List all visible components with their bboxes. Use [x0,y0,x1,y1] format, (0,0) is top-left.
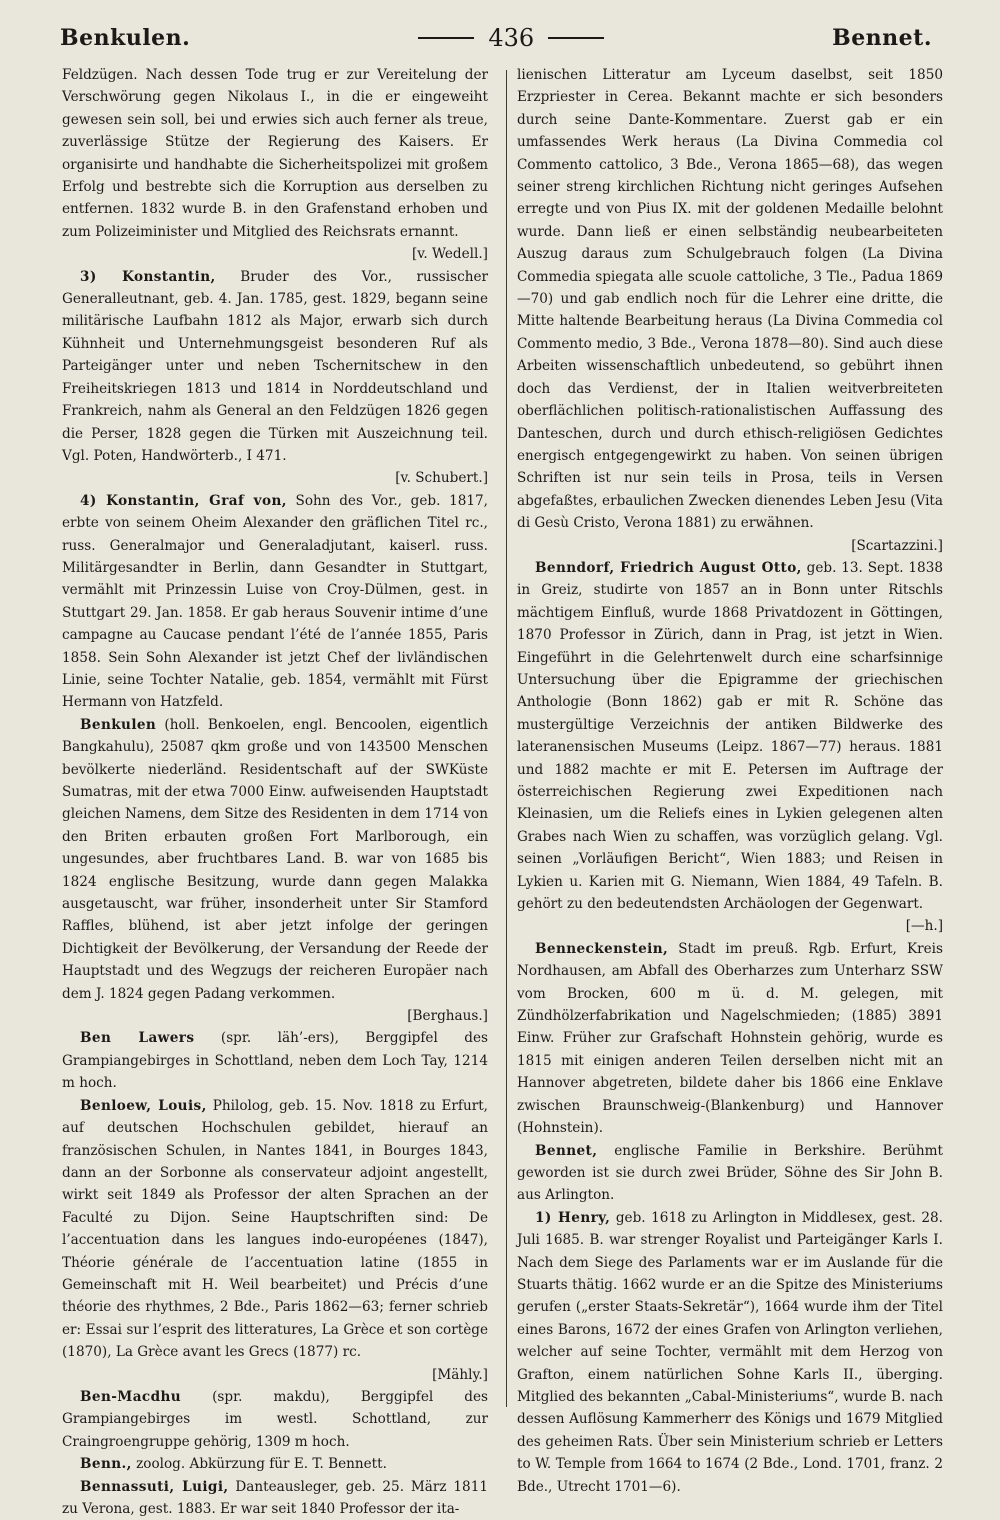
article-entry [62,266,488,468]
article-headword: Ben-Macdhu [80,1388,182,1405]
article-text: Stadt im preuß. Rgb. Erfurt, Kreis Nordhausen, am Abfall des Oberharzes zum Unterharz SSW vom Brocken, 600 m ü. d. M. gelegen, mit Zündhölzerfabrikation und Nagelschmieden; (1885) 3891 Einw. Früher zur Grafschaft Hohnstein gehörig, wurde es 1815 mit einigen anderen Teilen derselben nicht mit an Hannover abgetreten, bildete daher bis 1866 eine Enklave zwischen Braunschweig-(Blankenburg) und Hannover (Hohnstein). [517,940,943,1137]
article-entry [517,1207,943,1498]
article-entry [517,1140,943,1207]
author-signature: [—h.] [905,918,943,935]
article-entry [62,1453,488,1475]
article-headword: Benkulen [80,716,157,733]
author-signature: [v. Wedell.] [412,246,488,263]
author-signature: [Scartazzini.] [851,537,943,554]
article-headword: Bennet, [535,1142,598,1159]
page-number-rule-right [548,37,604,39]
column-divider [506,70,507,1407]
article-text: Danteausleger, geb. 25. März 1811 zu Verona, gest. 1883. Er war seit 1840 Professor der ita- [62,1478,488,1517]
article-text: geb. 1618 zu Arlington in Middlesex, gest. 28. Juli 1685. B. war strenger Royalist und Parteigänger Karls I. Nach dem Siege des Parlaments war er im Auslande für die Stuarts thätig. 1662 wurde er an die Spitze des Ministeriums gerufen („erster Staats-Sekretär“), 1664 wurde ihm der Titel eines Barons, 1672 der eines Grafen von Arlington verliehen, welcher auf seine Tochter, vermählt mit dem Herzog von Grafton, einem natürlichen Sohne Karls II., überging. Mitglied des bekannten „Cabal-Ministeriums“, wurde B. nach dessen Auflösung Kammerherr des Königs und 1679 Mitglied des geheimen Rats. Über sein Ministerium schrieb er Letters to W. Temple from 1664 to 1674 (2 Bde., Lond. 1701, franz. 2 Bde., Utrecht 1701—6). [517,1209,943,1495]
article-headword: Bennassuti, Luigi, [80,1478,229,1495]
running-head [60,18,932,58]
article-text: Bruder des Vor., russischer Generalleutnant, geb. 4. Jan. 1785, gest. 1829, begann seine militärische Laufbahn 1812 als Major, erwarb sich durch Kühnheit und Unternehmungsgeist besonderen Ruf als Parteigänger unter und neben Tschernitschew in den Freiheitskriegen 1813 und 1814 in Norddeutschland und Frankreich, nahm als General an den Feldzügen 1826 gegen die Perser, 1828 gegen die Türken mit Auszeichnung teil. Vgl. Poten, Handwörterb., I 471. [62,268,488,464]
article-text: (holl. Benkoelen, engl. Bencoolen, eigentlich Bangkahulu), 25087 qkm große und von 143500 Menschen bevölkerte niederländ. Residentschaft auf der SWKüste Sumatras, mit der etwa 7000 Einw. aufweisenden Hauptstadt gleichen Namens, dem Sitze des Residenten in dem 1714 von den Briten erbauten großen Fort Marlborough, ein ungesundes, aber fruchtbares Land. B. war von 1685 bis 1824 englische Besitzung, wurde dann gegen Malakka ausgetauscht, war früher, insonderheit unter Sir Stamford Raffles, blühend, ist aber jetzt infolge der geringen Dichtigkeit der Bevölkerung, der Versandung der Reede der Hauptstadt und des Wegzugs der reicheren Europäer nach dem J. 1824 gegen Padang verkommen. [62,716,488,1002]
running-head-right-keyword: Bennet. [832,25,932,51]
article-text: Feldzügen. Nach dessen Tode trug er zur Vereitelung der Verschwörung gegen Nikolaus I., in die er eingeweiht gewesen sein soll, bei und erwies sich auch ferner als treue, zuverlässige Stütze der Regierung des Kaisers. Er organisirte und handhabte die Sicherheitspolizei mit großem Erfolg und bestrebte sich die Korruption aus derselben zu entfernen. 1832 wurde B. in den Grafenstand erhoben und zum Polizeiminister und Mitglied des Reichsrats ernannt. [62,67,488,240]
article-text: englische Familie in Berkshire. Berühmt geworden ist sie durch zwei Brüder, Söhne des Sir John B. aus Arlington. [517,1142,943,1204]
article-entry [517,938,943,1140]
article-continuation [517,64,943,535]
page-number-rule-left [418,37,474,39]
article-text: lienischen Litteratur am Lyceum daselbst, seit 1850 Erzpriester in Cerea. Bekannt machte er sich besonders durch seine Dante-Kommentare. Zuerst gab er ein umfassendes Werk heraus (La Divina Commedia col Commento cattolico, 3 Bde., Verona 1865—68), das wegen seiner streng kirchlichen Richtung nicht geringes Aufsehen erregte und von Pius IX. mit der goldenen Medaille belohnt wurde. Dann ließ er einen selbständig neubearbeiteten Auszug daraus zum Schulgebrauch folgen (La Divina Commedia spiegata alle scuole cattoliche, 3 Tle., Padua 1869—70) und gab endlich noch für die Lehrer eine dritte, die Mitte haltende Bearbeitung heraus (La Divina Commedia col Commento medio, 3 Bde., Verona 1878—80). Sind auch diese Arbeiten wissenschaftlich unbedeutend, so gebührt ihnen doch das Verdienst, der in Italien weitverbreiteten oberflächlichen politisch-rationalistischen Auffassung des Danteschen, durch und durch ethisch-religiösen Gedichtes energisch entgegengewirkt zu haben. Von seinen übrigen Schriften ist nur sein teils in Prosa, teils in Versen abgefaßtes, erbaulichen Zwecken dienendes Leben Jesu (Vita di Gesù Cristo, Verona 1881) zu erwähnen. [517,67,943,532]
article-entry [62,1386,488,1453]
article-entry [517,557,943,916]
author-signature: [v. Schubert.] [395,470,488,487]
right-text-column [517,64,943,1498]
article-text: zoolog. Abkürzung für E. T. Bennett. [131,1456,387,1473]
page-number-block [418,24,604,52]
article-continuation [62,64,488,243]
article-headword: Benn., [80,1456,132,1473]
page-number: 436 [488,24,535,52]
article-entry [62,490,488,714]
article-headword: Benneckenstein, [535,940,669,957]
article-entry [62,714,488,1005]
left-text-column [62,64,488,1520]
article-headword: 4) Konstantin, Graf von, [80,492,287,509]
article-entry [62,1476,488,1520]
article-headword: 1) Henry, [535,1209,611,1226]
article-entry [62,1027,488,1094]
article-headword: 3) Konstantin, [80,268,216,285]
article-headword: Ben Lawers [80,1030,195,1047]
article-text: geb. 13. Sept. 1838 in Greiz, studirte von 1857 an in Bonn unter Ritschls mächtigem Einfluß, wurde 1868 Privatdozent in Göttingen, 1870 Professor in Zürich, dann in Prag, ist jetzt in Wien. Eingeführt in die Gelehrtenwelt durch eine scharfsinnige Untersuchung über die Epigramme der griechischen Anthologie (Bonn 1862) gab er mit R. Schöne das mustergültige Verzeichnis der antiken Bildwerke des lateranensischen Museums (Leipz. 1867—77) heraus. 1881 und 1882 machte er mit E. Petersen im Auftrage der österreichischen Regierung zwei Expeditionen nach Kleinasien, um die Reliefs eines in Lykien gelegenen alten Grabes nach Wien zu schaffen, was vorzüglich gelang. Vgl. seinen „Vorläufigen Bericht“, Wien 1883; und Reisen in Lykien u. Karien mit G. Niemann, Wien 1884, 49 Tafeln. B. gehört zu den bedeutendsten Archäologen der Gegenwart. [517,559,943,913]
article-headword: Benloew, Louis, [80,1097,207,1114]
article-text: Philolog, geb. 15. Nov. 1818 zu Erfurt, auf deutschen Hochschulen gebildet, hierauf an französischen Schulen, in Nantes 1841, in Bourges 1843, dann an der Sorbonne als conservateur adjoint angestellt, wirkt seit 1849 als Professor der alten Sprachen an der Faculté zu Dijon. Seine Hauptschriften sind: De l’accentuation dans les langues indo-européenes (1847), Théorie générale de l’accentuation latine (1855 in Gemeinschaft mit H. Weil bearbeitet) und Précis d’une théorie des rhythmes, 2 Bde., Paris 1862—63; ferner schrieb er: Essai sur l’esprit des litteratures, La Grèce et son cortège (1870), La Grèce avant les Grecs (1877) rc. [62,1097,488,1361]
article-entry [62,1095,488,1364]
article-text: Sohn des Vor., geb. 1817, erbte von seinem Oheim Alexander den gräflichen Titel rc., russ. Generalmajor und Generaladjutant, kaiserl. russ. Militärgesandter in Berlin, dann Gesandter in Stuttgart, vermählt mit Prinzessin Luise von Croy-Dülmen, gest. in Stuttgart 29. Jan. 1858. Er gab heraus Souvenir intime d’une campagne au Caucase pendant l’été de l’année 1855, Paris 1858. Sein Sohn Alexander ist jetzt Chef der livländischen Linie, seine Tochter Natalie, geb. 1854, vermählt mit Fürst Hermann von Hatzfeld. [62,492,488,711]
article-headword: Benndorf, Friedrich August Otto, [535,559,802,576]
author-signature: [Berghaus.] [407,1008,488,1025]
article-text: (spr. makdu), Berggipfel des Grampiangebirges im westl. Schottland, zur Craingroengruppe gehörig, 1309 m hoch. [62,1388,488,1450]
article-text: (spr. läh’-ers), Berggipfel des Grampiangebirges in Schottland, neben dem Loch Tay, 1214 m hoch. [62,1030,488,1092]
author-signature: [Mähly.] [432,1366,488,1383]
running-head-left-keyword: Benkulen. [60,25,191,51]
